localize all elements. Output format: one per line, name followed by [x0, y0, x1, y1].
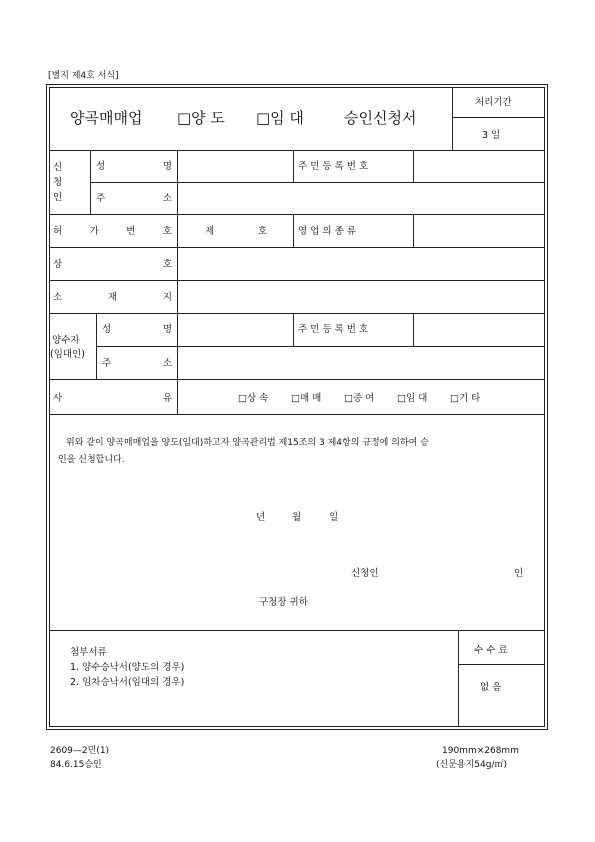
applicant-group-char-1: 신	[53, 162, 63, 173]
transferee-name-field[interactable]	[178, 314, 292, 345]
fee-label: 수 수 료	[474, 645, 508, 656]
footer-paper-size: 190mm×268mm	[442, 746, 519, 756]
title-suffix: 승인신청서	[344, 109, 417, 127]
business-type-label: 영 업 의 종 류	[298, 226, 356, 237]
date-day-label: 일	[329, 512, 339, 523]
date-month-label: 월	[292, 512, 302, 523]
reason-label: 사 유	[53, 393, 172, 404]
reason-option-gift[interactable]: □증 여	[344, 393, 375, 404]
location-field[interactable]	[178, 281, 544, 312]
processing-period-value: 3 일	[482, 130, 501, 141]
location-label: 소 재 지	[53, 292, 172, 303]
trade-name-field[interactable]	[178, 248, 544, 279]
trade-name-label: 상 호	[53, 259, 172, 270]
applicant-address-label: 주 소	[96, 193, 172, 204]
title-option-transfer: □양 도	[177, 109, 225, 127]
transferee-group-label: 양수자	[52, 335, 80, 346]
applicant-id-label: 주 민 등 록 번 호	[298, 161, 369, 172]
statement-line-1: 위와 같이 양곡매매업을 양도(임대)하고자 양곡관리법 제15조의 3 제4항의 규정에 의하여 승	[66, 438, 429, 448]
recipient: 구청장 귀하	[259, 597, 308, 608]
reason-option-inheritance[interactable]: □상 속	[238, 393, 269, 404]
fee-value: 없 음	[480, 682, 502, 693]
footer-approval-date: 84.6.15승인	[50, 760, 102, 770]
transferee-id-field[interactable]	[414, 314, 544, 345]
applicant-name-field[interactable]	[178, 151, 292, 181]
processing-period-label: 처리기간	[475, 97, 512, 108]
applicant-id-field[interactable]	[414, 151, 544, 181]
signer-label: 신청인	[351, 568, 379, 579]
applicant-address-field[interactable]	[178, 183, 544, 213]
reason-option-sale[interactable]: □매 매	[291, 393, 322, 404]
footer-form-number: 2609—2민(1)	[50, 746, 110, 756]
transferee-group-sublabel: (임대인)	[50, 349, 85, 360]
date-year-label: 년	[256, 512, 266, 523]
form-label: [별지 제4호 서식]	[48, 71, 119, 81]
transferee-id-label: 주 민 등 록 번 호	[298, 324, 369, 335]
attachment-item-1: 1. 양수승낙서(양도의 경우)	[70, 662, 185, 673]
permit-number-label: 허 가 번 호	[53, 226, 172, 237]
signer-seal: 인	[514, 568, 524, 579]
reason-option-other[interactable]: □기 타	[450, 393, 481, 404]
title-option-lease: □임 대	[256, 109, 304, 127]
applicant-name-label: 성 명	[96, 161, 172, 172]
business-type-field[interactable]	[414, 215, 544, 246]
transferee-address-field[interactable]	[178, 347, 544, 378]
title-prefix: 양곡매매업	[70, 109, 143, 127]
attachments-title: 첨부서류	[70, 647, 107, 658]
statement-line-2: 인을 신청합니다.	[58, 455, 125, 465]
transferee-name-label: 성 명	[102, 324, 172, 335]
permit-number-field[interactable]: 제 호	[205, 226, 267, 237]
attachment-item-2: 2. 임차승낙서(임대의 경우)	[70, 677, 185, 688]
reason-option-lease[interactable]: □임 대	[397, 393, 428, 404]
footer-paper-type: (신문용지54g/㎡)	[436, 760, 507, 770]
applicant-group-char-2: 청	[53, 177, 63, 188]
applicant-group-char-3: 인	[53, 192, 63, 203]
transferee-address-label: 주 소	[102, 358, 172, 369]
